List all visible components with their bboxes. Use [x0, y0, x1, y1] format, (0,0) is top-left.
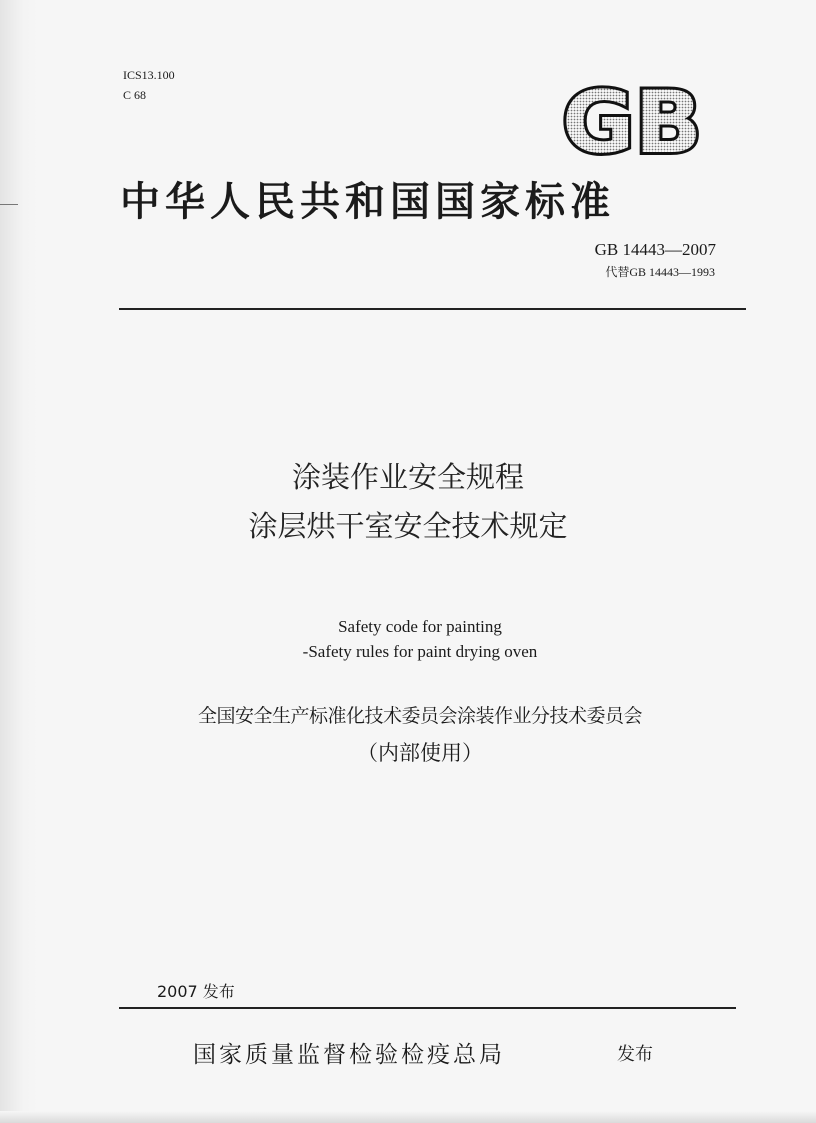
replaces-standard: 代替GB 14443—1993 [605, 265, 715, 279]
publisher: 国家质量监督检验检疫总局 [193, 1042, 505, 1068]
issue-year: 2007 发布 [157, 982, 235, 1001]
title-cn-line1: 涂装作业安全规程 [291, 460, 524, 494]
internal-use-note: （内部使用） [357, 741, 483, 765]
page-edge-shadow [0, 0, 40, 1123]
footer-divider [119, 1007, 736, 1009]
ccs-code: C 68 [123, 88, 147, 102]
ics-code: ICS13.100 [123, 68, 175, 82]
page-bottom-edge [0, 1111, 816, 1123]
scan-mark [0, 204, 18, 205]
publisher-suffix: 发布 [617, 1044, 653, 1065]
standard-category-title: 中华人民共和国国家标准 [120, 179, 615, 225]
classification-codes [123, 65, 175, 105]
header-divider [119, 308, 746, 310]
title-cn-line2: 涂层烘干室安全技术规定 [248, 509, 568, 543]
title-en-line2: -Safety rules for paint drying oven [302, 642, 538, 661]
gb-logo-text: GB [562, 82, 702, 162]
gb-logo [558, 82, 708, 162]
committee-name: 全国安全生产标准化技术委员会涂装作业分技术委员会 [197, 705, 642, 727]
title-en-line1: Safety code for painting [338, 617, 502, 636]
standard-number: GB 14443—2007 [594, 240, 716, 259]
